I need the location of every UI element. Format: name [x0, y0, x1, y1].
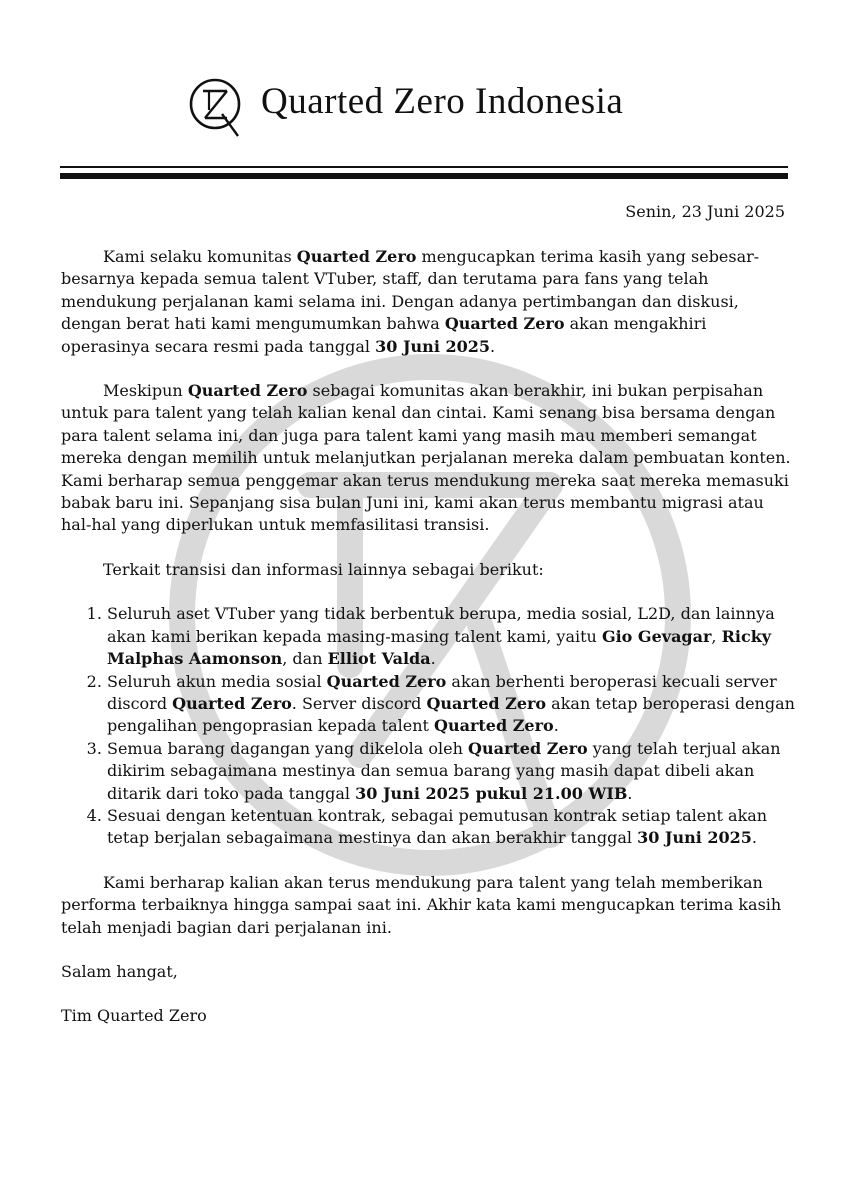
list-item: 4. Sesuai dengan ketentuan kontrak, sebagai pemutusan kontrak setiap talent akan tetap berjalan sebagaimana mestinya dan akan berakhir tanggal 30 Juni 2025. [107, 805, 796, 850]
letter-date: Senin, 23 Juni 2025 [625, 202, 785, 221]
list-item: 2. Seluruh akun media sosial Quarted Zero akan berhenti beroperasi kecuali server discord Quarted Zero. Server discord Quarted Zero akan tetap beroperasi dengan pengalihan pengoprasian kepada talent Quarted Zero. [107, 671, 796, 738]
signature: Tim Quarted Zero [61, 1006, 207, 1026]
letterhead [0, 66, 848, 146]
qz-monogram-icon [188, 74, 246, 138]
header-divider-thick [60, 173, 788, 179]
list-item: 3. Semua barang dagangan yang dikelola oleh Quarted Zero yang telah terjual akan dikirim sebagaimana mestinya dan semua barang yang masih dapat dibeli akan ditarik dari toko pada tanggal 30 Juni 2025 pukul 21.00 WIB. [107, 738, 796, 805]
paragraph-farewell: Meskipun Quarted Zero sebagai komunitas akan berakhir, ini bukan perpisahan untuk para talent yang telah kalian kenal dan cintai. Kami senang bisa bersama dengan para talent selama ini, dan juga para talent kami yang masih mau memberi semangat mereka dengan memilih untuk melanjutkan perjalanan mereka dalam pembuatan konten. Kami berharap semua penggemar akan terus mendukung mereka saat mereka memasuki babak baru ini. Sepanjang sisa bulan Juni ini, kami akan terus membantu migrasi atau hal-hal yang diperlukan untuk memfasilitasi transisi. [61, 381, 791, 535]
paragraph-closing: Kami berharap kalian akan terus mendukung para talent yang telah memberikan performa terbaiknya hingga sampai saat ini. Akhir kata kami mengucapkan terima kasih telah menjadi bagian dari perjalanan ini. [61, 872, 782, 937]
organization-name: Quarted Zero Indonesia [261, 81, 624, 122]
list-item: 1. Seluruh aset VTuber yang tidak berbentuk berupa, media sosial, L2D, dan lainnya akan kami berikan kepada masing-masing talent kami, yaitu Gio Gevagar, Ricky Malphas Aamonson, dan Elliot Valda. [107, 603, 796, 670]
header-divider-thin [60, 166, 788, 168]
paragraph-opening: Kami selaku komunitas Quarted Zero mengucapkan terima kasih yang sebesar-besarnya kepada semua talent VTuber, staff, dan terutama para fans yang telah mendukung perjalanan kami selama ini. Dengan adanya pertimbangan dan diskusi, dengan berat hati kami mengumumkan bahwa Quarted Zero akan mengakhiri operasinya secara resmi pada tanggal 30 Juni 2025. [61, 247, 760, 356]
closing-section [61, 872, 796, 1028]
list-intro: Terkait transisi dan informasi lainnya sebagai berikut: [103, 559, 544, 579]
transition-list [61, 603, 796, 849]
greeting: Salam hangat, [61, 961, 178, 981]
letter-body [61, 246, 796, 1028]
